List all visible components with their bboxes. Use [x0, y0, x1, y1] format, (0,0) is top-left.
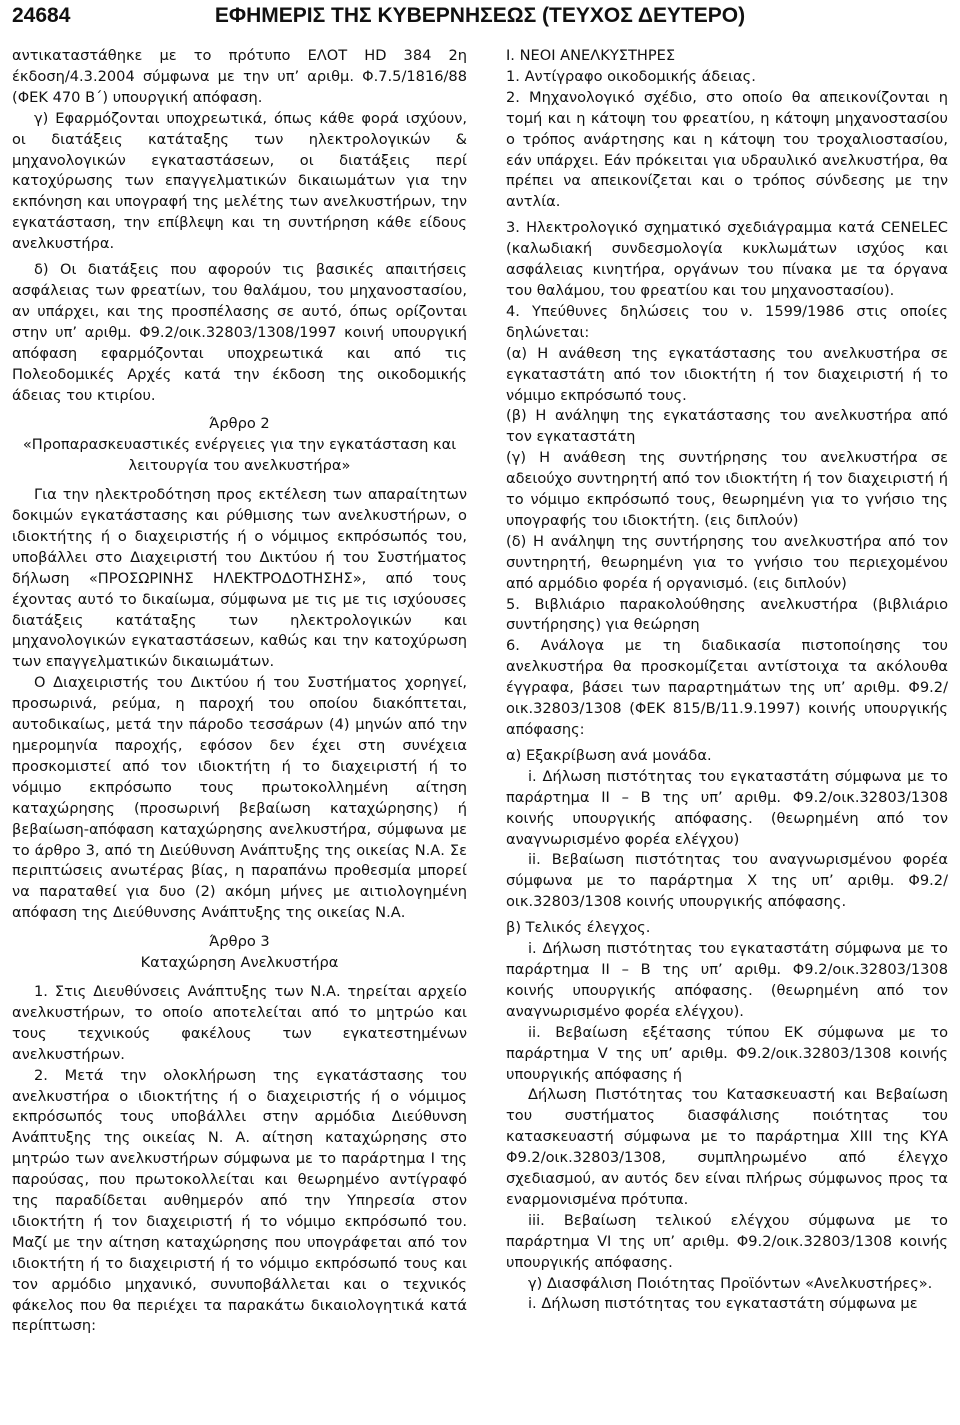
list-item: 2. Μηχανολογικό σχέδιο, στο οποίο θα απεικονίζονται η τομή και η κάτοψη του φρεατίου, η κάτοψη μηχανοστασίου ο τρόπος ανάρτησης και η κάτοψη του τροχαλιοστασίου, εάν υπάρχει. Εάν πρόκειται για υδραυλικό ανελκυστήρα, θα πρέπει να απεικονίζεται και ο τρόπος σύνδεσης με την αντλία. — [506, 88, 948, 211]
list-item: i. Δήλωση πιστότητας του εγκαταστάτη σύμφωνα με — [528, 1295, 918, 1313]
list-item: i. Δήλωση πιστότητας του εγκαταστάτη σύμφωνα με το παράρτημα ΙΙ – Β της υπ’ αριθμ. Φ9.2/οικ.32803/1308 κοινής υπουργικής απόφασης. (θεωρημένη από τον αναγνωρισμένο φορέα ελέγχου) — [506, 767, 948, 848]
right-column — [506, 46, 948, 1315]
list-item: ii. Βεβαίωση πιστότητας του αναγνωρισμένου φορέα σύμφωνα με το παράρτημα Χ της υπ’ αριθμ. Φ9.2/οικ.32803/1308 κοινής υπουργικής απόφασης. — [506, 851, 948, 911]
paragraph-c: γ) Εφαρμόζονται υποχρεωτικά, όπως κάθε φορά ισχύουν, οι διατάξεις κατάταξης των ηλεκτρολογικών & μηχανολογικών εγκαταστάσεων, οι διατάξεις περί κατοχύρωσης των επαγγελματικών δικαιωμάτων για την εκπόνηση και υπογραφή της μελέτης των ανελκυστήρων, την εγκατάσταση, την επίβλεψη και τη συντήρηση κάθε είδους ανελκυστήρα. — [12, 109, 467, 253]
list-item: i. Δήλωση πιστότητας του εγκαταστάτη σύμφωνα με το παράρτημα ΙΙ – Β της υπ’ αριθμ. Φ9.2/οικ.32803/1308 κοινής υπουργικής απόφασης. (θεωρημένη από τον αναγνωρισμένο φορέα ελέγχου). — [506, 940, 948, 1020]
list-item: 1. Αντίγραφο οικοδομικής άδειας. — [506, 67, 756, 85]
list-item: α) Εξακρίβωση ανά μονάδα. — [506, 746, 712, 764]
list-item: ii. Βεβαίωση εξέτασης τύπου ΕΚ σύμφωνα με το παράρτημα V της υπ’ αριθμ. Φ9.2/οικ.32803/1308 κοινής υπουργικής απόφασης ή — [506, 1023, 948, 1083]
page-number: 24684 — [12, 4, 71, 27]
list-item: β) Τελικός έλεγχος. — [506, 919, 651, 937]
list-item: (δ) Η ανάληψη της συντήρησης του ανελκυστήρα από τον συντηρητή, θεωρημένη για το γνήσιο του περιεχομένου από αρμόδιο φορέα ή οργανισμό. (εις διπλούν) — [506, 532, 948, 592]
article-3-heading: Άρθρο 3 — [209, 933, 270, 951]
article-3-title: Καταχώρηση Ανελκυστήρα — [140, 954, 339, 972]
section-heading: Ι. ΝΕΟΙ ΑΝΕΛΚΥΣΤΗΡΕΣ — [506, 47, 676, 64]
paragraph-d: δ) Οι διατάξεις που αφορούν τις βασικές απαιτήσεις ασφάλειας των φρεατίων, του θαλάμου, του μηχανοστασίου, αν υπάρχει, και της προσπέλασης σε αυτό, όπως ορίζονται στην υπ’ αριθμ. Φ9.2/οικ.32803/1308/1997 κοινή υπουργική απόφαση εφαρμόζονται υποχρεωτικά και από τις Πολεοδομικές Αρχές κατά την έκδοση της οικοδομικής άδειας του κτιρίου. — [12, 261, 467, 404]
list-item: 5. Βιβλιάριο παρακολούθησης ανελκυστήρα (βιβλιάριο συντήρησης) για θεώρηση — [506, 595, 948, 634]
list-item: (γ) Η ανάθεση της συντήρησης του ανελκυστήρα σε αδειούχο συντηρητή από τον ιδιοκτήτη ή τον διαχειριστή ή το νόμιμο εκπρόσωπό τους, θεωρημένη για το γνήσιο της υπογραφής του ιδιοκτήτη. (εις διπλούν) — [506, 449, 948, 529]
paragraph: 1. Στις Διευθύνσεις Ανάπτυξης των Ν.Α. τηρείται αρχείο ανελκυστήρων, το οποίο αποτελείται από το μητρώο και τους τεχνικούς φακέλους των εγκατεστημένων ανελκυστήρων. — [12, 982, 467, 1063]
list-item: 6. Ανάλογα με τη διαδικασία πιστοποίησης του ανελκυστήρα θα προσκομίζεται αντίστοιχα τα ακόλουθα έγγραφα, βάσει των παραρτημάτων της υπ’ αριθμ. Φ9.2/οικ.32803/1308 (ΦΕΚ 815/Β/11.9.1997) κοινής υπουργικής απόφασης: — [506, 637, 948, 738]
paragraph: 2. Μετά την ολοκλήρωση της εγκατάστασης του ανελκυστήρα ο ιδιοκτήτης ή ο διαχειριστής ή ο νόμιμος εκπρόσωπός τους υποβάλλει στην αρμόδια Διεύθυνση Ανάπτυξης της οικείας Ν. Α. αίτηση καταχώρησης στο μητρώο των ανελκυστήρων σύμφωνα με το παράρτημα Ι της παρούσας, που πρωτοκολλείται και θεωρημένο αντίγραφό της παραδίδεται αυθημερόν από την Υπηρεσία στον ιδιοκτήτη ή τον διαχειριστή ή το νόμιμο εκπρόσωπό του. Μαζί με την αίτηση καταχώρησης που υπογράφεται από τον ιδιοκτήτη ή το διαχειριστή ή το νόμιμο εκπρόσωπό τους και τον αρμόδιο μηχανικό, συνυποβάλλεται και ο τεχνικός φάκελος που θα περιέχει τα παρακάτω δικαιολογητικά κατά περίπτωση: — [12, 1066, 467, 1335]
paragraph: Ο Διαχειριστής του Δικτύου ή του Συστήματος χορηγεί, προσωρινά, ρεύμα, η παροχή του οποίου διακόπτεται, αυτοδικαίως, μετά την πάροδο τεσσάρων (4) μηνών από την ημερομηνία παροχής, εφόσον δεν έχει στη συνέχεια προσκομιστεί από τον ιδιοκτήτη ή το διαχειριστή ή το νόμιμο εκπρόσωπο τους πρωτοκολλημένη αίτηση καταχώρησης (προσωρινή βεβαίωση καταχώρησης) ή βεβαίωση-απόφαση καταχώρησης ανελκυστήρα, σύμφωνα με το άρθρο 3, από τη Διεύθυνση Ανάπτυξης της οικείας Ν.Α. Σε περιπτώσεις ανωτέρας βίας, η παραπάνω προθεσμία μπορεί να παραταθεί για δυο (2) ακόμη μήνες με αιτιολογημένη απόφαση της Διεύθυνσης Ανάπτυξης της οικείας Ν.Α. — [12, 674, 467, 922]
list-item: 4. Υπεύθυνες δηλώσεις του ν. 1599/1986 στις οποίες δηλώνεται: — [506, 302, 948, 341]
page-header — [12, 4, 948, 38]
article-2-title: «Προπαρασκευαστικές ενέργειες για την εγκατάσταση και λειτουργία του ανελκυστήρα» — [22, 436, 457, 475]
paragraph: Για την ηλεκτροδότηση προς εκτέλεση των απαραίτητων δοκιμών εγκατάστασης και ρύθμισης των ανελκυστήρων, ο ιδιοκτήτης ή ο διαχειριστής ή ο νόμιμος εκπρόσωπός του, υποβάλλει στο Διαχειριστή του Δικτύου ή του Συστήματος δήλωση «ΠΡΟΣΩΡΙΝΗΣ ΗΛΕΚΤΡΟΔΟΤΗΣΗΣ», από τους έχοντας αυτό το δικαίωμα, σύμφωνα με τις με τις ισχύουσες διατάξεις κατάταξης των ηλεκτρολογικών και μηχανολογικών εγκαταστάσεων, καθώς και την κατοχύρωση των επαγγελματικών δικαιωμάτων. — [12, 486, 467, 671]
list-item: γ) Διασφάλιση Ποιότητας Προϊόντων «Ανελκυστήρες». — [528, 1274, 933, 1292]
left-column — [12, 46, 467, 1337]
list-item: (β) Η ανάληψη της εγκατάστασης του ανελκυστήρα από τον εγκαταστάτη — [506, 407, 948, 446]
gazette-title: ΕΦΗΜΕΡΙΣ ΤΗΣ ΚΥΒΕΡΝΗΣΕΩΣ (ΤΕΥΧΟΣ ΔΕΥΤΕΡΟ) — [214, 4, 746, 27]
article-2-heading: Άρθρο 2 — [209, 415, 270, 433]
list-item: (α) Η ανάθεση της εγκατάστασης του ανελκυστήρα σε εγκαταστάτη από τον ιδιοκτήτη ή τον διαχειριστή ή το νόμιμο εκπρόσωπό τους. — [506, 344, 948, 404]
list-item: iii. Βεβαίωση τελικού ελέγχου σύμφωνα με το παράρτημα VΙ της υπ’ αριθμ. Φ9.2/οικ.32803/1308 κοινής υπουργικής απόφασης. — [506, 1211, 948, 1271]
list-item: 3. Ηλεκτρολογικό σχηματικό σχεδιάγραμμα κατά CENELEC (καλωδιακή συνδεσμολογία κυκλωμάτων ισχύος και ασφάλειας κινητήρα, οργάνων του πίνακα με τα όργανα του θαλάμου, του φρεατίου και του μηχανοστασίου). — [506, 219, 948, 299]
paragraph: αντικαταστάθηκε με το πρότυπο ΕΛΟΤ HD 384 2η έκδοση/4.3.2004 σύμφωνα με την υπ’ αριθμ. Φ.7.5/1816/88 (ΦΕΚ 470 Β΄) υπουργική απόφαση. — [12, 47, 467, 106]
list-item: Δήλωση Πιστότητας του Κατασκευαστή και Βεβαίωση του συστήματος διασφάλισης ποιότητας του κατασκευαστή σύμφωνα με το παράρτημα ΧΙΙΙ της ΚΥΑ Φ9.2/οικ.32803/1308, συμπληρωμένο από έλεγχο σχεδιασμού, αν αυτός δεν είναι πλήρως σύμφωνος προς τα εναρμονισμένα πρότυπα. — [506, 1086, 948, 1208]
